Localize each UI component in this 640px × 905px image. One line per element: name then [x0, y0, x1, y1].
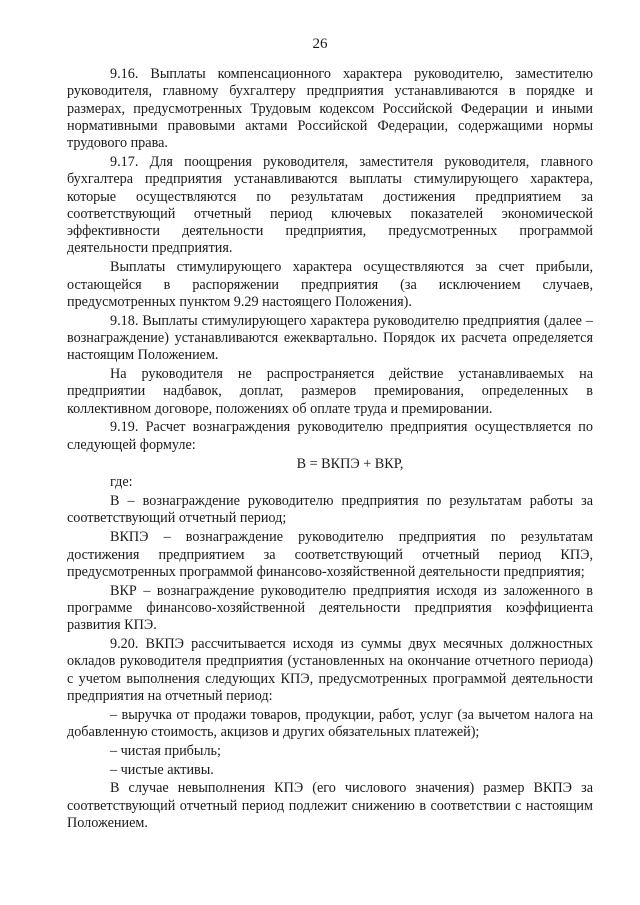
paragraph-stimulus-source: Выплаты стимулирующего характера осуществляются за счет прибыли, остающейся в распоряжении предприятия (за исключением случаев, предусмотренных пунктом 9.29 настоящего Положения).	[67, 259, 593, 310]
definition-v: В – вознаграждение руководителю предприятия по результатам работы за соответствующий отчетный период;	[67, 493, 593, 527]
kpi-item-net-profit: – чистая прибыль;	[110, 742, 221, 759]
where-label: где:	[110, 474, 133, 491]
paragraph-9-19: 9.19. Расчет вознаграждения руководителю предприятия осуществляется по следующей формуле:	[67, 419, 593, 453]
kpi-item-revenue: – выручка от продажи товаров, продукции, работ, услуг (за вычетом налога на добавленную стоимость, акцизов и других обязательных платежей);	[67, 706, 593, 740]
definition-vkpe: ВКПЭ – вознаграждение руководителю предприятия по результатам достижения предприятием за соответствующий отчетный период КПЭ, предусмотренных программой финансово-хозяйственной деятельности предприятия;	[67, 529, 593, 580]
paragraph-9-16: 9.16. Выплаты компенсационного характера руководителю, заместителю руководителя, главному бухгалтеру предприятия устанавливаются в порядке и размерах, предусмотренных Трудовым кодексом Российской Федерации и иными нормативными правовыми актами Российской Федерации, содержащими нормы трудового права.	[67, 66, 593, 152]
definition-vkr: ВКР – вознаграждение руководителю предприятия исходя из заложенного в программе финансово-хозяйственной деятельности предприятия коэффициента развития КПЭ.	[67, 582, 593, 634]
paragraph-9-17: 9.17. Для поощрения руководителя, заместителя руководителя, главного бухгалтера предприятия устанавливаются выплаты стимулирующего характера, которые осуществляются по результатам достижения предприятием за соответствующий отчетный период ключевых показателей экономической эффективности деятельности предприятия, предусмотренных программой деятельности предприятия.	[67, 153, 593, 257]
kpi-item-net-assets: – чистые активы.	[110, 761, 214, 778]
document-body	[67, 66, 593, 834]
closing-paragraph: В случае невыполнения КПЭ (его числового значения) размер ВКПЭ за соответствующий отчетный период подлежит снижению в соответствии с настоящим Положением.	[67, 780, 593, 831]
paragraph-9-18: 9.18. Выплаты стимулирующего характера руководителю предприятия (далее – вознаграждение) устанавливаются ежеквартально. Порядок их расчета определяется настоящим Положением.	[67, 312, 593, 364]
paragraph-9-20: 9.20. ВКПЭ рассчитывается исходя из суммы двух месячных должностных окладов руководителя предприятия (установленных на окончание отчетного периода) с учетом выполнения следующих КПЭ, предусмотренных программой деятельности предприятия на отчетный период:	[67, 636, 593, 704]
formula: В = ВКПЭ + ВКР,	[296, 455, 404, 472]
paragraph-allowances: На руководителя не распространяется действие устанавливаемых на предприятии надбавок, доплат, размеров премирования, определенных в коллективном договоре, положениях об оплате труда и премировании.	[67, 366, 593, 417]
page-number: 26	[312, 36, 328, 52]
